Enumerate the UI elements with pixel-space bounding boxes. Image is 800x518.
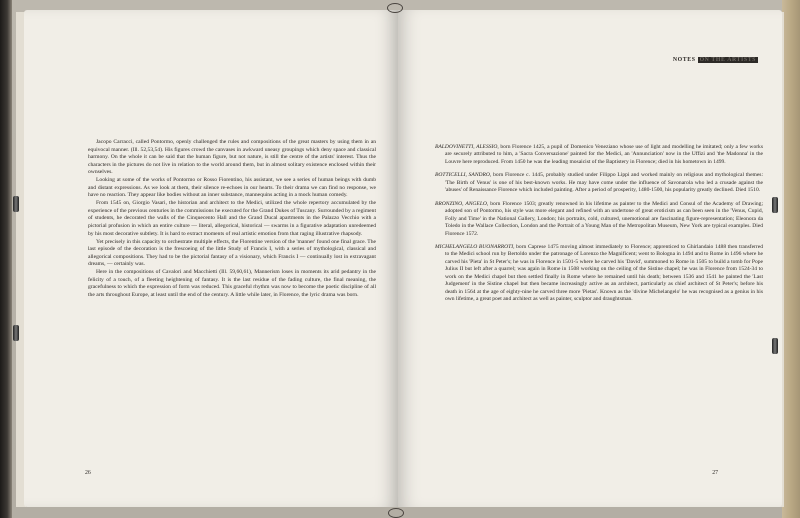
- artist-notes: [435, 144, 763, 310]
- left-page: [24, 10, 398, 507]
- paragraph: Yet precisely in this capacity to orchestrate multiple effects, the Florentine version of the 'manner' found one final grace. The last episode of the decoration is the frescoeing of the little Study of Francis I, with a series of mythological, classical and allegorical compositions. They had to be the pictorial fantasy of a visionary, which Francis I — continually lost in extravagant dreams, — certainly was.: [88, 238, 376, 268]
- binding-ring-bottom: [388, 508, 404, 518]
- page-number-right: 27: [712, 470, 718, 476]
- paragraph: From 1545 on, Giorgio Vasari, the historian and architect to the Medici, utilized the whole repertory accumulated by the experience of the previous centuries in the commissions he executed for the Grand Dukes of Tuscany. Surrounded by a regiment of students, he decorated the walls of the Cinquecento Hall and the Grand Ducal apartments in the Palazzo Vecchio with a pictorial profusion in which an entire culture — literal, allegorical, historical — swarms in a figurative adaptation unredeemed by his most decorative subtlety. It is hard to extract moments of real artistic emotion from that raging illustrative rhapsody.: [88, 200, 376, 237]
- running-head-prefix: NOTES: [672, 57, 698, 63]
- left-page-body: [88, 139, 376, 300]
- artist-entry: [435, 201, 763, 238]
- book-cover-edge-right: [782, 0, 800, 518]
- artist-text: born Florence 1425, a pupil of Domenico Veneziano whose use of light and modelling he imitated; only a few works are securely attributed to him, a 'Sacra Conversazione' painted for the Medici, an 'Annunciation' now in the Uffizi and 'the Madonna' in the Louvre here reproduced. From 1450 he was the leading mosaicist of the Baptistery in Florence; died in his hometown in 1499.: [445, 144, 763, 165]
- binding-clip-left-upper: [13, 196, 19, 212]
- artist-name: BOTTICELLI, SANDRO,: [435, 172, 492, 179]
- artist-text: born Florence c. 1445, probably studied under Filippo Lippi and worked mainly on religious and mythological themes: 'The Birth of Venus' is one of his best-known works. He may have come under the influence of Savonarola who led a crusade against the 'abuses' of Renaissance Florence which included painting. After a period of prosperity, 1480-1500, his popularity greatly declined. Died 1510.: [445, 172, 764, 194]
- artist-text: born Florence 1503; greatly renowned in his lifetime as painter to the Medici and Consul of the Academy of Drawing; adopted son of Pontormo, his style was more elegant and refined with an undertone of great eroticism as can been seen in the 'Venus, Cupid, Folly and Time' in the National Gallery, London; his portraits, cold, cultured, unemotional are fascinating figure-representation; Eleonora da Toledo in the Wallace Collection, London and the Portrait of a Young Man of the Metropolitan Museum, New York are typical examples. Died Florence 1572.: [445, 200, 763, 237]
- right-page: [398, 10, 782, 507]
- binding-ring-top: [387, 3, 403, 13]
- artist-entry: [435, 144, 763, 166]
- running-head: [673, 57, 758, 63]
- binding-clip-right-lower: [772, 338, 778, 354]
- book-edge-left: [0, 0, 12, 518]
- paragraph: Jacopo Carracci, called Pontormo, openly challenged the rules and compositions of the great masters by using them in an equivocal manner. (Ill. 52,53,54). His figures crowd the canvases in awkward uneasy groupings which deny space and classical harmony. On the whole it can be said that the human figure, but not nature, is still the centre of the artists' interest. Thus the characters in the pictures do not live in relation to the world around them, but in almost solitary existence enclosed within their ownselves.: [88, 139, 376, 176]
- artist-entry: [435, 244, 763, 304]
- paragraph: Looking at some of the works of Pontormo or Rosso Fiorentino, his assistant, we see a series of human beings with dumb and distant expressions. As we look at them, their silence re-echoes in our hearts. To their drama we can find no response, we have no reaction. They appear like bodies without an inner substance, mannequins acting in a mock human comedy.: [88, 177, 376, 199]
- binding-clip-left-lower: [13, 325, 19, 341]
- artist-entry: [435, 172, 763, 194]
- artist-name: BRONZINO, ANGELO,: [435, 200, 489, 207]
- artist-name: BALDOVINETTI, ALESSIO,: [435, 144, 499, 150]
- page-number-left: 26: [85, 470, 91, 476]
- artist-name: MICHELANGELO BUONARROTI,: [435, 243, 515, 250]
- binding-clip-right-upper: [772, 197, 778, 213]
- paragraph: Here in the compositions of Cavalori and Macchietti (Ill. 59,60,61), Mannerism loses in moments its arid pedantry in the felicity of a touch, of a fleeting heightening of fantasy. It is the last residue of the fading culture, the final meaning, the gracefulness to which the expression of form was reduced. This graceful rhythm was now to become the poetic discipline of all the arts throughout Europe, at least until the end of the century. A little while later, in Florence, the lyric drama was born.: [88, 269, 376, 298]
- running-head-highlight: ON THE ARTISTS: [699, 57, 756, 63]
- artist-text: born Caprese 1475 moving almost immediately to Florence; apprenticed to Ghirlandaio 1488 then transferred to the Medici school run by Bertoldo under the patronage of Lorenzo the Magnificent; went to Bologna in 1494 and to Rome in 1496 where he carved his 'Pieta' in St Peter's; he was in Florence in 1501-5 where he carved his 'David', summoned to Rome in 1505 to build a tomb for Pope Julius II but left after a quarrel; was again in Rome in 1508 working on the ceiling of the Sistine chapel; he was in Florence from 1524-34 to work on the Medici chapel but then settled finally in Rome where he remained until his death; between 1536 and 1541 he painted the 'Last Judgement' in the Sistine chapel but then became increasingly active as an architect, particularly as chief architect of St Peter's; before his death in 1564 at the age of eighty-nine he carved three more 'Pietas'. Known as the 'divine Michelangelo' he was recognised as a genius in his own lifetime, a great poet and architect as well as painter, sculptor and draughtsman.: [445, 243, 763, 303]
